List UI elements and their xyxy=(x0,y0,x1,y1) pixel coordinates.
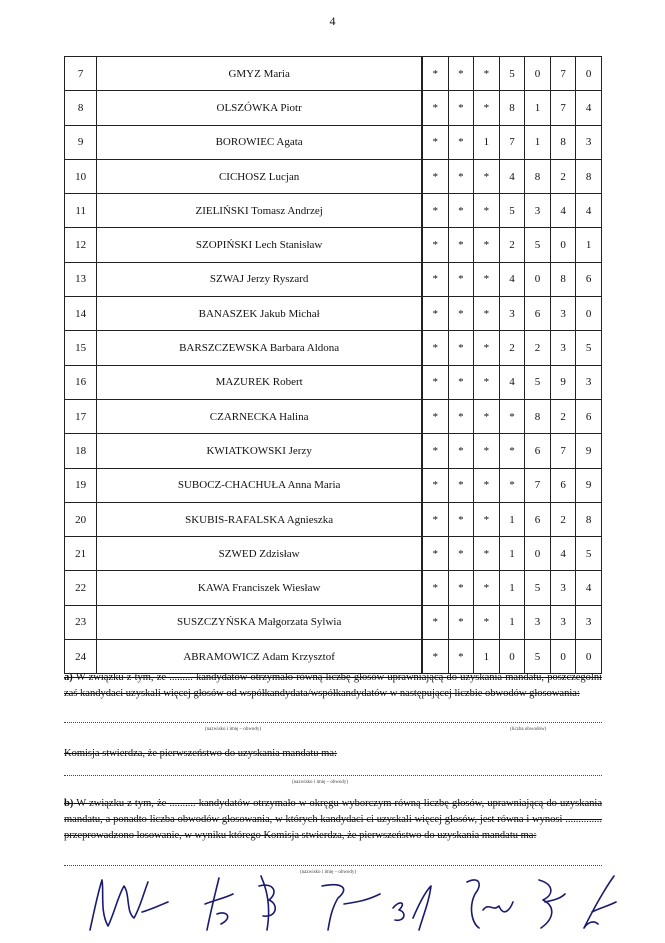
vote-digit: 2 xyxy=(499,331,525,365)
vote-digit: 3 xyxy=(576,365,602,399)
row-number: 9 xyxy=(65,125,97,159)
vote-digit: 4 xyxy=(550,194,576,228)
candidate-name: CICHOSZ Lucjan xyxy=(97,159,422,193)
vote-digit: * xyxy=(422,57,448,91)
vote-digit: * xyxy=(422,331,448,365)
table-row xyxy=(65,537,602,571)
vote-digit: 6 xyxy=(525,297,551,331)
vote-digit: * xyxy=(422,537,448,571)
vote-digit: 5 xyxy=(525,571,551,605)
row-number: 14 xyxy=(65,297,97,331)
vote-digit: 3 xyxy=(550,571,576,605)
vote-digit: 4 xyxy=(499,262,525,296)
vote-digit: 3 xyxy=(525,194,551,228)
vote-digit: * xyxy=(499,399,525,433)
table-row xyxy=(65,331,602,365)
vote-digit: 5 xyxy=(576,537,602,571)
vote-digit: 3 xyxy=(576,605,602,639)
vote-digit: 8 xyxy=(550,262,576,296)
vote-digit: * xyxy=(422,194,448,228)
vote-digit: * xyxy=(499,468,525,502)
candidate-name: SZWED Zdzisław xyxy=(97,537,422,571)
vote-digit: * xyxy=(448,91,474,125)
table-row xyxy=(65,434,602,468)
section-a-caption-left: (nazwisko i imię – obwody) xyxy=(205,727,262,732)
vote-digit: * xyxy=(422,571,448,605)
vote-digit: 4 xyxy=(576,194,602,228)
section-b-text: W związku z tym, że .......... kandydatów otrzymało w okręgu wyborczym równą liczbę głosów, uprawniającą do uzyskania mandatu, a ponadto liczba obwodów głosowania, w których kandydaci ci uzyskali więcej głosów, jest równa i wynosi .............. przeprowadzono losowanie, w wyniku którego Komisja stwierdza, że pierwszeństwo do uzyskania mandatu ma: xyxy=(64,798,603,841)
row-number: 8 xyxy=(65,91,97,125)
candidate-name: CZARNECKA Halina xyxy=(97,399,422,433)
results-table-body xyxy=(65,57,602,674)
vote-digit: 2 xyxy=(525,331,551,365)
row-number: 18 xyxy=(65,434,97,468)
table-row xyxy=(65,468,602,502)
vote-digit: 0 xyxy=(525,57,551,91)
vote-digit: 0 xyxy=(525,537,551,571)
signature-1 xyxy=(84,872,174,934)
vote-digit: 2 xyxy=(550,502,576,536)
row-number: 22 xyxy=(65,571,97,605)
vote-digit: * xyxy=(448,571,474,605)
row-number: 15 xyxy=(65,331,97,365)
table-row xyxy=(65,502,602,536)
vote-digit: 7 xyxy=(525,468,551,502)
vote-digit: * xyxy=(448,57,474,91)
vote-digit: * xyxy=(448,605,474,639)
candidate-name: SUSZCZYŃSKA Małgorzata Sylwia xyxy=(97,605,422,639)
candidate-name: OLSZÓWKA Piotr xyxy=(97,91,422,125)
vote-digit: 5 xyxy=(525,365,551,399)
signature-4 xyxy=(314,874,384,934)
vote-digit: 1 xyxy=(474,125,500,159)
vote-digit: 0 xyxy=(576,640,602,674)
vote-digit: * xyxy=(474,502,500,536)
vote-digit: 1 xyxy=(525,91,551,125)
section-a-caption-right: (liczba obwodów) xyxy=(510,727,547,732)
vote-digit: 3 xyxy=(550,297,576,331)
candidate-name: SZWAJ Jerzy Ryszard xyxy=(97,262,422,296)
table-row xyxy=(65,262,602,296)
vote-digit: 4 xyxy=(499,159,525,193)
section-a-dotted-line xyxy=(64,715,602,723)
vote-digit: 8 xyxy=(525,159,551,193)
candidate-name: SUBOCZ-CHACHUŁA Anna Maria xyxy=(97,468,422,502)
vote-digit: * xyxy=(422,605,448,639)
section-b xyxy=(64,796,602,844)
vote-digit: 1 xyxy=(576,228,602,262)
vote-digit: * xyxy=(448,194,474,228)
table-row xyxy=(65,297,602,331)
vote-digit: 7 xyxy=(550,434,576,468)
candidate-name: KWIATKOWSKI Jerzy xyxy=(97,434,422,468)
vote-digit: * xyxy=(474,434,500,468)
vote-digit: 1 xyxy=(499,502,525,536)
vote-digit: * xyxy=(474,605,500,639)
vote-digit: 3 xyxy=(550,331,576,365)
section-b-dotted-line xyxy=(64,858,602,866)
section-b-caption: (nazwisko i imię – obwody) xyxy=(300,870,357,875)
vote-digit: * xyxy=(474,297,500,331)
vote-digit: * xyxy=(448,365,474,399)
results-table xyxy=(64,56,602,674)
vote-digit: * xyxy=(474,331,500,365)
vote-digit: 5 xyxy=(525,228,551,262)
vote-digit: 7 xyxy=(499,125,525,159)
signature-6 xyxy=(459,872,519,934)
signature-3 xyxy=(249,872,289,934)
vote-digit: * xyxy=(474,228,500,262)
vote-digit: * xyxy=(422,365,448,399)
vote-digit: 9 xyxy=(576,468,602,502)
table-row xyxy=(65,125,602,159)
vote-digit: * xyxy=(448,125,474,159)
vote-digit: 0 xyxy=(576,297,602,331)
vote-digit: * xyxy=(448,537,474,571)
vote-digit: 4 xyxy=(550,537,576,571)
candidate-name: GMYZ Maria xyxy=(97,57,422,91)
candidate-name: BANASZEK Jakub Michał xyxy=(97,297,422,331)
section-a xyxy=(64,670,602,702)
vote-digit: * xyxy=(474,159,500,193)
vote-digit: 1 xyxy=(474,640,500,674)
vote-digit: * xyxy=(474,262,500,296)
vote-digit: 2 xyxy=(499,228,525,262)
vote-digit: 2 xyxy=(550,399,576,433)
vote-digit: 6 xyxy=(525,434,551,468)
table-row xyxy=(65,228,602,262)
vote-digit: 6 xyxy=(525,502,551,536)
vote-digit: 3 xyxy=(525,605,551,639)
row-number: 19 xyxy=(65,468,97,502)
vote-digit: * xyxy=(422,228,448,262)
vote-digit: * xyxy=(474,537,500,571)
vote-digit: 3 xyxy=(550,605,576,639)
vote-digit: 5 xyxy=(499,57,525,91)
row-number: 20 xyxy=(65,502,97,536)
candidate-name: SZOPIŃSKI Lech Stanisław xyxy=(97,228,422,262)
vote-digit: * xyxy=(422,399,448,433)
vote-digit: * xyxy=(422,468,448,502)
table-row xyxy=(65,159,602,193)
vote-digit: 5 xyxy=(576,331,602,365)
table-row xyxy=(65,640,602,674)
vote-digit: 3 xyxy=(499,297,525,331)
table-row xyxy=(65,365,602,399)
vote-digit: * xyxy=(448,434,474,468)
vote-digit: * xyxy=(448,502,474,536)
vote-digit: * xyxy=(448,399,474,433)
row-number: 13 xyxy=(65,262,97,296)
vote-digit: 8 xyxy=(550,125,576,159)
candidate-name: KAWA Franciszek Wiesław xyxy=(97,571,422,605)
section-b-marker: b) xyxy=(64,798,74,809)
vote-digit: 0 xyxy=(550,640,576,674)
vote-digit: 0 xyxy=(550,228,576,262)
vote-digit: 4 xyxy=(499,365,525,399)
table-row xyxy=(65,91,602,125)
vote-digit: * xyxy=(448,640,474,674)
vote-digit: 8 xyxy=(576,502,602,536)
vote-digit: 3 xyxy=(576,125,602,159)
commission-caption: (nazwisko i imię – obwody) xyxy=(292,780,349,785)
vote-digit: * xyxy=(474,399,500,433)
vote-digit: 0 xyxy=(499,640,525,674)
vote-digit: * xyxy=(499,434,525,468)
vote-digit: 1 xyxy=(525,125,551,159)
row-number: 10 xyxy=(65,159,97,193)
vote-digit: 0 xyxy=(525,262,551,296)
vote-digit: 1 xyxy=(499,571,525,605)
section-a-text: W związku z tym, że ......... kandydatów otrzymało równą liczbę głosów uprawniającą do uzyskania mandatu, poszczególni zaś kandydaci uzyskali więcej głosów od współkandydata/współkandydatów w następującej liczbie obwodów głosowania: xyxy=(64,672,603,699)
vote-digit: * xyxy=(422,159,448,193)
vote-digit: * xyxy=(474,468,500,502)
vote-digit: * xyxy=(422,434,448,468)
vote-digit: * xyxy=(474,194,500,228)
signature-2 xyxy=(199,874,239,934)
row-number: 7 xyxy=(65,57,97,91)
table-row xyxy=(65,194,602,228)
signature-8 xyxy=(574,872,620,934)
table-row xyxy=(65,605,602,639)
candidate-name: SKUBIS-RAFALSKA Agnieszka xyxy=(97,502,422,536)
vote-digit: * xyxy=(448,228,474,262)
vote-digit: 2 xyxy=(550,159,576,193)
table-row xyxy=(65,57,602,91)
signature-5 xyxy=(389,878,449,934)
vote-digit: 6 xyxy=(576,399,602,433)
vote-digit: 5 xyxy=(525,640,551,674)
vote-digit: * xyxy=(422,91,448,125)
row-number: 21 xyxy=(65,537,97,571)
candidate-name: BOROWIEC Agata xyxy=(97,125,422,159)
candidate-name: BARSZCZEWSKA Barbara Aldona xyxy=(97,331,422,365)
vote-digit: 1 xyxy=(499,537,525,571)
vote-digit: 1 xyxy=(499,605,525,639)
vote-digit: 9 xyxy=(576,434,602,468)
vote-digit: * xyxy=(448,331,474,365)
signatures-area xyxy=(64,872,624,938)
vote-digit: 8 xyxy=(525,399,551,433)
vote-digit: * xyxy=(422,262,448,296)
vote-digit: * xyxy=(448,159,474,193)
table-row xyxy=(65,571,602,605)
vote-digit: * xyxy=(422,502,448,536)
vote-digit: * xyxy=(474,571,500,605)
vote-digit: 7 xyxy=(550,57,576,91)
vote-digit: 5 xyxy=(499,194,525,228)
table-row xyxy=(65,399,602,433)
vote-digit: * xyxy=(448,262,474,296)
signature-7 xyxy=(529,872,569,934)
vote-digit: * xyxy=(474,57,500,91)
candidate-name: MAZUREK Robert xyxy=(97,365,422,399)
vote-digit: 0 xyxy=(576,57,602,91)
vote-digit: 7 xyxy=(550,91,576,125)
vote-digit: 9 xyxy=(550,365,576,399)
candidate-name: ZIELIŃSKI Tomasz Andrzej xyxy=(97,194,422,228)
section-a-marker: a) xyxy=(64,672,73,683)
page-number: 4 xyxy=(329,14,336,28)
vote-digit: * xyxy=(422,125,448,159)
row-number: 24 xyxy=(65,640,97,674)
vote-digit: * xyxy=(422,640,448,674)
vote-digit: 6 xyxy=(576,262,602,296)
commission-statement xyxy=(64,746,602,762)
vote-digit: 6 xyxy=(550,468,576,502)
row-number: 11 xyxy=(65,194,97,228)
row-number: 12 xyxy=(65,228,97,262)
vote-digit: * xyxy=(448,297,474,331)
commission-dotted-line xyxy=(64,768,602,776)
vote-digit: 8 xyxy=(499,91,525,125)
vote-digit: 8 xyxy=(576,159,602,193)
row-number: 23 xyxy=(65,605,97,639)
vote-digit: 4 xyxy=(576,91,602,125)
row-number: 17 xyxy=(65,399,97,433)
vote-digit: * xyxy=(474,365,500,399)
commission-text: Komisja stwierdza, że pierwszeństwo do uzyskania mandatu ma: xyxy=(64,748,337,759)
vote-digit: * xyxy=(422,297,448,331)
vote-digit: * xyxy=(474,91,500,125)
vote-digit: * xyxy=(448,468,474,502)
candidate-name: ABRAMOWICZ Adam Krzysztof xyxy=(97,640,422,674)
row-number: 16 xyxy=(65,365,97,399)
vote-digit: 4 xyxy=(576,571,602,605)
